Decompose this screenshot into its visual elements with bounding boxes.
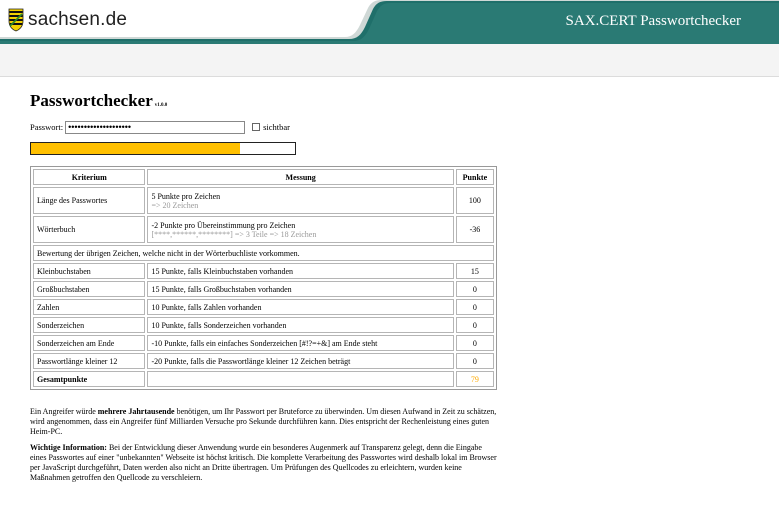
total-points: 79 bbox=[456, 371, 494, 387]
page-title-text: Passwortchecker bbox=[30, 91, 153, 110]
measure-cell: 10 Punkte, falls Sonderzeichen vorhanden bbox=[147, 317, 453, 333]
criterion-cell: Passwortlänge kleiner 12 bbox=[33, 353, 145, 369]
brand-name: sachsen.de bbox=[28, 9, 128, 30]
measure-text: 5 Punkte pro Zeichen bbox=[151, 191, 221, 201]
main-content bbox=[30, 90, 500, 384]
nav-bar bbox=[0, 44, 779, 77]
show-password-label[interactable]: sichtbar bbox=[263, 122, 290, 132]
criteria-table bbox=[30, 166, 497, 390]
measure-cell: 10 Punkte, falls Zahlen vorhanden bbox=[147, 299, 453, 315]
measure-detail: => 20 Zeichen bbox=[151, 200, 199, 210]
total-label-text: Gesamtpunkte bbox=[37, 374, 88, 384]
strength-meter bbox=[30, 142, 296, 155]
password-row bbox=[30, 120, 290, 134]
points-cell: 0 bbox=[456, 335, 494, 351]
measure-cell: -20 Punkte, falls die Passwortlänge kleiner 12 Zeichen beträgt bbox=[147, 353, 453, 369]
crest-icon bbox=[8, 8, 24, 32]
table-row bbox=[33, 187, 494, 214]
estimate-text-before: Ein Angreifer würde bbox=[30, 407, 98, 416]
table-row bbox=[33, 281, 494, 297]
table-row bbox=[33, 317, 494, 333]
criterion-cell: Sonderzeichen am Ende bbox=[33, 335, 145, 351]
criterion-cell: Kleinbuchstaben bbox=[33, 263, 145, 279]
table-header-row bbox=[33, 169, 494, 185]
bruteforce-estimate bbox=[30, 407, 500, 437]
table-row bbox=[33, 263, 494, 279]
estimate-duration: mehrere Jahrtausende bbox=[97, 407, 175, 416]
section-note: Bewertung der übrigen Zeichen, welche nicht in der Wörterbuchliste vorkommen. bbox=[33, 245, 494, 261]
header-points: Punkte bbox=[456, 169, 494, 185]
points-cell: 100 bbox=[456, 187, 494, 214]
table-row bbox=[33, 299, 494, 315]
page-title bbox=[30, 90, 500, 112]
important-info-text: Bei der Entwicklung dieser Anwendung wurde ein besonderes Augenmerk auf Transparenz gelegt, denn die Eingabe eines Passwortes auf einer "unbekannten" Webseite ist höchst kritisch. Die komplette Verarbeitung des Passwortes wird deshalb lokal im Browser per JavaScript durchgeführt, Daten werden also nicht an Dritte übertragen. Um Prüfungen des Quellcodes zu erleichtern, wurden keine Maßnahmen getroffen den Quellcode zu verschleiern. bbox=[30, 443, 497, 482]
measure-text: -2 Punkte pro Übereinstimmung pro Zeichen bbox=[151, 220, 296, 230]
measure-cell: 15 Punkte, falls Großbuchstaben vorhanden bbox=[147, 281, 453, 297]
password-label: Passwort: bbox=[30, 122, 64, 132]
points-cell: 0 bbox=[456, 281, 494, 297]
header-measure: Messung bbox=[147, 169, 453, 185]
criterion-cell: Wörterbuch bbox=[33, 216, 145, 243]
total-label bbox=[33, 371, 145, 387]
site-header bbox=[0, 0, 779, 44]
measure-cell bbox=[147, 187, 453, 214]
info-section bbox=[30, 407, 500, 489]
strength-meter-fill bbox=[31, 143, 240, 154]
important-info-label: Wichtige Information: bbox=[30, 443, 107, 452]
table-row bbox=[33, 353, 494, 369]
total-empty-cell bbox=[147, 371, 453, 387]
header-criterion: Kriterium bbox=[33, 169, 145, 185]
points-cell: 0 bbox=[456, 317, 494, 333]
sachsen-logo[interactable] bbox=[8, 7, 127, 33]
measure-cell: -10 Punkte, falls ein einfaches Sonderzeichen [#!?=+&] am Ende steht bbox=[147, 335, 453, 351]
measure-cell: 15 Punkte, falls Kleinbuchstaben vorhanden bbox=[147, 263, 453, 279]
points-cell: 15 bbox=[456, 263, 494, 279]
important-info bbox=[30, 443, 500, 483]
show-password-checkbox[interactable] bbox=[252, 123, 260, 131]
table-row bbox=[33, 216, 494, 243]
password-input[interactable]: •••••••••••••••••••• bbox=[65, 121, 245, 134]
version-label: v1.0.0 bbox=[154, 103, 168, 108]
criterion-cell: Zahlen bbox=[33, 299, 145, 315]
criterion-cell: Sonderzeichen bbox=[33, 317, 145, 333]
criterion-cell: Großbuchstaben bbox=[33, 281, 145, 297]
points-cell: -36 bbox=[456, 216, 494, 243]
measure-detail: [****,******,********] => 3 Teile => 18 Zeichen bbox=[151, 229, 317, 239]
points-cell: 0 bbox=[456, 353, 494, 369]
points-cell: 0 bbox=[456, 299, 494, 315]
criterion-cell: Länge des Passwortes bbox=[33, 187, 145, 214]
estimate-text-after: benötigen, um Ihr Passwort per Bruteforce zu überwinden. Um diesen Aufwand in Zeit zu schätzen, wird angenommen, dass ein Angreifer fünf Milliarden Versuche pro Sekunde durchführen kann. Dies entspricht der Rechenleistung eines guten Heim-PC. bbox=[30, 407, 497, 436]
table-row bbox=[33, 335, 494, 351]
app-title: SAX.CERT Passwortchecker bbox=[565, 13, 741, 29]
total-row bbox=[33, 371, 494, 387]
section-note-row bbox=[33, 245, 494, 261]
measure-cell bbox=[147, 216, 453, 243]
